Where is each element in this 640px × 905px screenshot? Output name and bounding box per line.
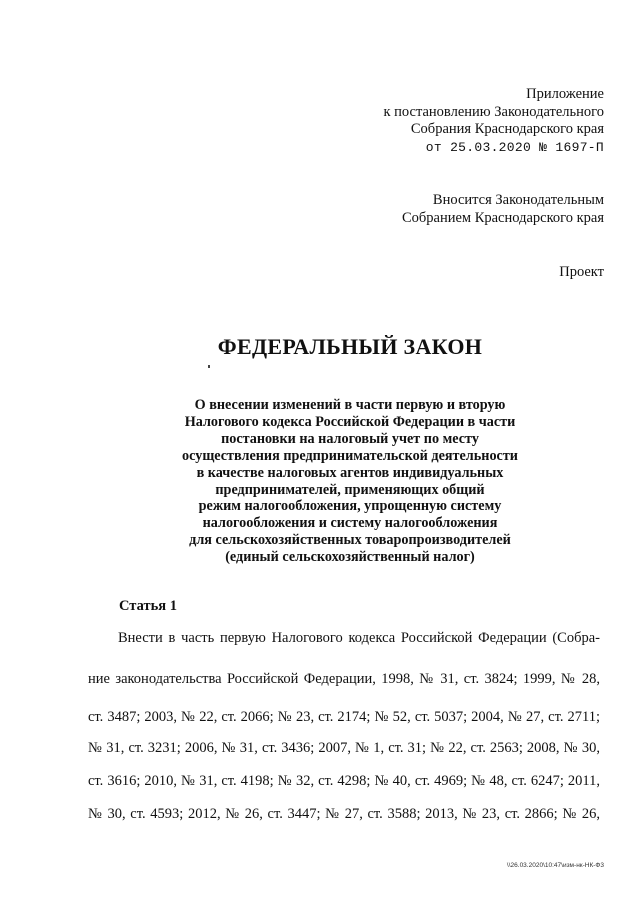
scan-mark — [208, 365, 210, 368]
law-subtitle — [140, 397, 560, 566]
body-line: ст. 3487; 2003, № 22, ст. 2066; № 23, ст. 2174; № 52, ст. 5037; 2004, № 27, ст. 2711; — [88, 709, 600, 725]
article-heading: Статья 1 — [119, 598, 177, 614]
subtitle-line: для сельскохозяйственных товаропроизводителей — [189, 532, 511, 549]
subtitle-line: постановки на налоговый учет по месту — [221, 430, 479, 447]
body-line: № 31, ст. 3231; 2006, № 31, ст. 3436; 2007, № 1, ст. 31; № 22, ст. 2563; 2008, № 30, — [88, 740, 600, 756]
introduced-by-block — [402, 192, 604, 227]
appendix-line-3: Собрания Краснодарского края — [410, 121, 604, 137]
introduced-line-1: Вносится Законодательным — [432, 192, 604, 208]
body-line: Внести в часть первую Налогового кодекса Российской Федерации (Собра- — [118, 630, 600, 646]
appendix-line-2: к постановлению Законодательного — [383, 103, 604, 120]
appendix-block — [384, 86, 605, 156]
subtitle-line: предпринимателей, применяющих общий — [215, 481, 485, 498]
subtitle-line: (единый сельскохозяйственный налог) — [225, 549, 475, 566]
appendix-line-1: Приложение — [526, 86, 604, 102]
subtitle-line: О внесении изменений в части первую и вторую — [194, 397, 506, 413]
subtitle-line: осуществления предпринимательской деятельности — [182, 447, 518, 464]
footer-file-code: \\26.03.2020\10:47\изм-нк-НК-Ф3 — [506, 862, 604, 869]
subtitle-line: налогообложения и систему налогообложения — [202, 515, 498, 532]
body-line: ние законодательства Российской Федерации, 1998, № 31, ст. 3824; 1999, № 28, — [88, 671, 600, 687]
subtitle-line: Налогового кодекса Российской Федерации в части — [184, 413, 516, 430]
subtitle-line: режим налогообложения, упрощенную систему — [198, 498, 502, 515]
introduced-line-2: Собранием Краснодарского края — [401, 209, 604, 226]
body-line: ст. 3616; 2010, № 31, ст. 4198; № 32, ст. 4298; № 40, ст. 4969; № 48, ст. 6247; 2011, — [88, 773, 600, 789]
subtitle-line: в качестве налоговых агентов индивидуальных — [196, 464, 504, 481]
law-title: ФЕДЕРАЛЬНЫЙ ЗАКОН — [217, 334, 483, 359]
body-line: № 30, ст. 4593; 2012, № 26, ст. 3447; № 27, ст. 3588; 2013, № 23, ст. 2866; № 26, — [88, 806, 600, 822]
project-label: Проект — [559, 264, 604, 280]
resolution-stamp: от 25.03.2020 № 1697-П — [425, 139, 604, 155]
